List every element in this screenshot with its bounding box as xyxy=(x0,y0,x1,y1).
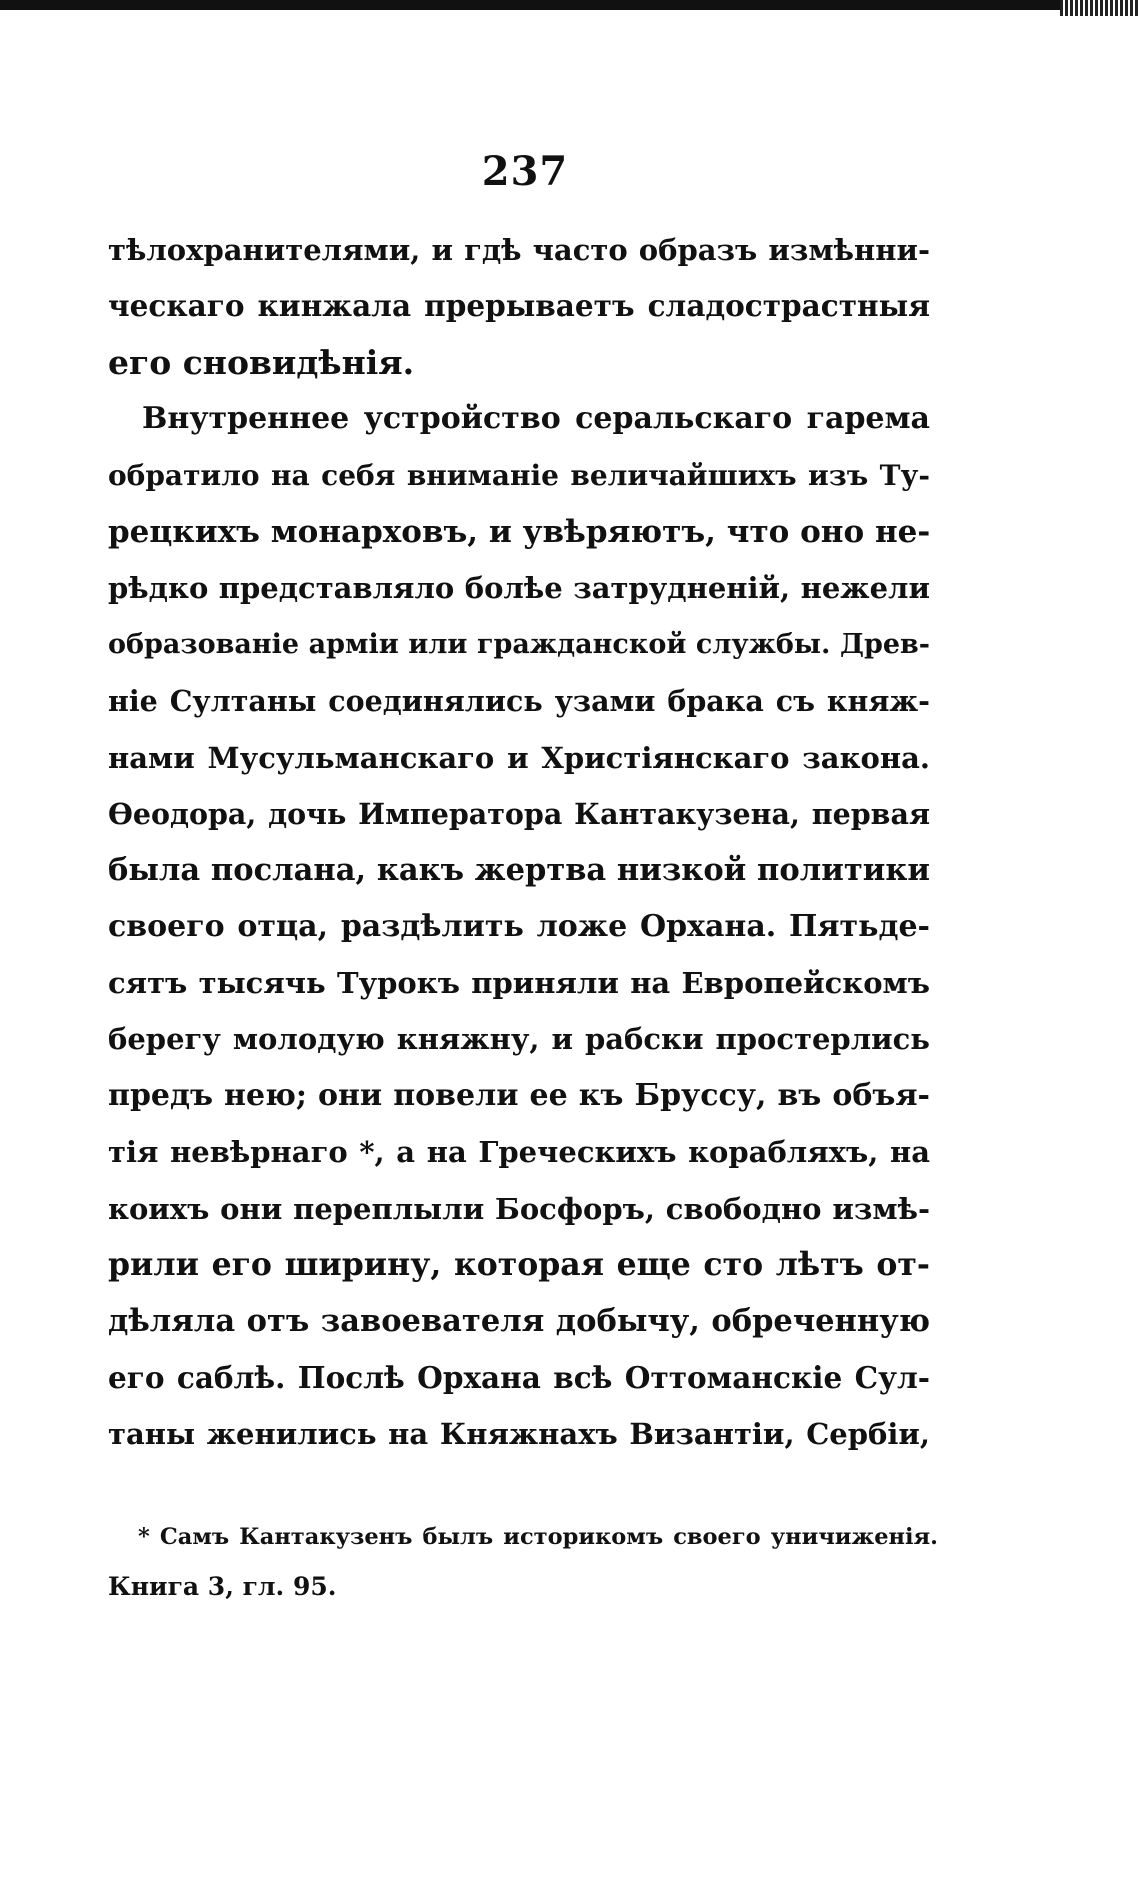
footnote-line-2: Книга 3, гл. 95. xyxy=(108,1572,337,1601)
text-line-8: образованіе арміи или гражданской службы. Древ- xyxy=(108,628,930,660)
text-line-7: рѣдко представляло болѣе затрудненій, нежели xyxy=(108,571,930,606)
top-border-edge xyxy=(1060,0,1140,16)
footnote xyxy=(108,1512,938,1612)
text-line-11: Ѳеодора, дочь Императора Кантакузена, первая xyxy=(108,796,930,831)
text-line-3: его сновидѣнія. xyxy=(108,342,415,382)
text-line-17: тія невѣрнаго *, а на Греческихъ корабляхъ, на xyxy=(108,1135,930,1170)
text-line-1: тѣлохранителями, и гдѣ часто образъ измѣнни- xyxy=(108,233,930,267)
text-line-20: дѣляла отъ завоевателя добычу, обреченную xyxy=(108,1303,930,1340)
text-line-5: обратило на себя вниманіе величайшихъ изъ Ту- xyxy=(108,458,930,492)
page-number: 237 xyxy=(481,148,569,195)
text-line-6: рецкихъ монарховъ, и увѣряютъ, что оно не- xyxy=(108,513,931,550)
main-text xyxy=(108,222,930,1463)
footnote-line-1: * Самъ Кантакузенъ былъ историкомъ своего уничиженія. xyxy=(138,1524,938,1550)
text-line-4: Внутреннее устройство серальскаго гарема xyxy=(142,401,930,437)
text-line-19: рили его ширину, которая еще сто лѣтъ от- xyxy=(108,1246,930,1284)
text-line-13: своего отца, раздѣлить ложе Орхана. Пятьде- xyxy=(108,908,930,944)
text-line-15: берегу молодую княжну, и рабски простерлись xyxy=(108,1022,930,1057)
text-line-22: таны женились на Княжнахъ Византіи, Сербіи, xyxy=(108,1417,930,1452)
text-line-12: была послана, какъ жертва низкой политики xyxy=(108,852,930,889)
text-line-9: ніе Султаны соединялись узами брака съ княж- xyxy=(108,684,930,719)
text-line-2: ческаго кинжала прерываетъ сладострастныя xyxy=(108,288,930,324)
top-border-rule xyxy=(0,0,1140,10)
text-line-21: его саблѣ. Послѣ Орхана всѣ Оттоманскіе Сул- xyxy=(108,1359,930,1395)
text-line-10: нами Мусульманскаго и Христіянскаго закона. xyxy=(108,740,930,775)
text-line-18: коихъ они переплыли Босфоръ, свободно измѣ- xyxy=(108,1191,930,1226)
text-line-16: предъ нею; они повели ее къ Бруссу, въ объя- xyxy=(108,1077,930,1113)
text-line-14: сятъ тысячь Турокъ приняли на Европейскомъ xyxy=(108,966,930,1001)
